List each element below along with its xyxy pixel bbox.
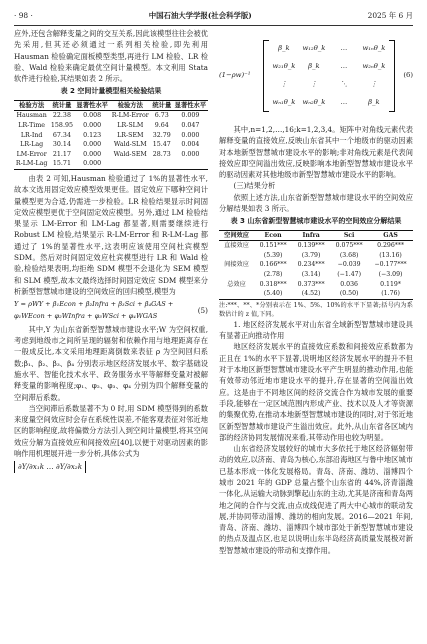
cell: (13.16)	[379, 251, 402, 259]
partial-derivative-vector	[14, 461, 208, 472]
cell: 0.296***	[377, 242, 405, 250]
cell: 0.004	[181, 141, 200, 149]
cell: 0.000	[75, 159, 110, 169]
cell: 32.79	[152, 131, 171, 139]
matrix-cell: …	[340, 44, 348, 53]
cell: LM-Error	[16, 150, 47, 158]
cell: 0.234***	[297, 261, 325, 269]
cell: 21.17	[52, 150, 71, 158]
cell: 30.14	[52, 141, 71, 149]
cell: 0.123	[83, 131, 102, 139]
table-row	[14, 121, 208, 131]
cell: 总效应	[227, 280, 246, 288]
table2-caption: 表 2 空间计量模型相关检验结果	[60, 87, 162, 96]
matrix-cell: ⋮	[370, 80, 378, 89]
cell: (5.40)	[254, 289, 292, 299]
matrix-cell: ⋮	[310, 80, 318, 89]
cell: −0.177***	[374, 261, 407, 269]
cell: 0.119*	[380, 280, 401, 288]
cell: 15.47	[152, 141, 171, 149]
matrix-prefix: (1−ρw)⁻¹	[219, 71, 251, 80]
table3	[219, 230, 413, 300]
cell: (−1.47)	[337, 271, 362, 279]
cell: LR-Time	[18, 121, 46, 129]
cell: 28.73	[152, 150, 171, 158]
journal-name: 中国石油大学学报(社会科学版)	[148, 10, 252, 20]
cell: 间接效应	[224, 261, 249, 269]
table-row	[14, 140, 208, 150]
cell: LR-Ind	[20, 131, 43, 139]
cell: LR-Lag	[20, 141, 44, 149]
cell: 0.000	[83, 121, 102, 129]
table-row	[14, 131, 208, 141]
table-row	[219, 241, 413, 251]
partial-derivative-expr: ∂Y/∂x₁k … ∂Y/∂x₂k	[14, 461, 86, 472]
matrix-cell: …	[340, 98, 348, 107]
cell: R-LM-Error	[111, 112, 149, 120]
running-header	[14, 8, 413, 26]
cell: 0.373***	[297, 280, 325, 288]
cell: 15.71	[49, 159, 74, 169]
equation-6	[219, 28, 413, 124]
cell: 直接效应	[224, 242, 249, 250]
matrix-cell: …	[340, 62, 348, 71]
cell: (3.14)	[301, 271, 321, 279]
cell: 0.000	[83, 150, 102, 158]
right-column	[219, 28, 413, 556]
cell	[219, 289, 254, 299]
table-row	[219, 251, 413, 261]
table3-header: GAS	[368, 230, 413, 241]
table2-header: 统计量	[151, 100, 173, 111]
cell: (1.76)	[368, 289, 413, 299]
table3-header: 空间效应	[219, 230, 254, 241]
cell: 0.000	[181, 131, 200, 139]
cell: 158.95	[50, 121, 73, 129]
table-row	[219, 260, 413, 270]
cell: 0.151***	[259, 242, 287, 250]
cell: 6.73	[154, 112, 169, 120]
cell: (−3.09)	[378, 271, 403, 279]
cell: 0.166***	[259, 261, 287, 269]
matrix-cell: ⋮	[280, 80, 288, 89]
cell: (3.68)	[339, 251, 359, 259]
matrix-cell: β_k	[278, 44, 290, 53]
cell: 0.000	[181, 150, 200, 158]
table-row	[14, 150, 208, 160]
table2-header: 显著性水平	[173, 100, 208, 111]
matrix-cell: w₁ₙθ_k	[362, 44, 386, 53]
table3-header: Infra	[292, 230, 330, 241]
cell: −0.039	[337, 261, 361, 269]
matrix-cell: β_k	[368, 98, 380, 107]
paragraph: 山东省经济发展较好的城市大多依托于地区经济辐射带动的效应,以济南、青岛为核心,东部沿海地区与鲁中地区城市已基本形成一体化发展格局。青岛、济南、潍坊、淄博四个城市 2021 年的 GDP 总量占整个山东省的 44%,济青淄潍一体化,从运输大动脉到擎起山东的主动,尤其是济南和青岛两地之间的合作与交流,由点成线促进了两大中心城市的联动发展,并协同带动淄博、潍坊的相向发展。2016—2021 年间,青岛、济南、潍坊、淄博四个城市部处于新型智慧城市建设的热点及温点区,也足以说明山东半岛经济高质量发展极对新型智慧城市建设的带动和支撑作用。	[219, 444, 413, 555]
section-heading: (三)结果分析	[233, 181, 276, 191]
cell: LR-SEM	[117, 131, 144, 139]
matrix-cell: w₂ₙθ_k	[362, 62, 386, 71]
paragraph: 当空间滞后系数显著不为 0 时,用 SDM 模型得到的系数来度量空间效应时会存在系统性误差,不能客观表征对邻近地区的影响程度,故将偏微分方法引入到空间计量模型,将其空间效应分解为直接效应和间接效应[40],以便于对驱动因素的影响作用机理展开进一步分析,具体公式为	[14, 403, 208, 459]
equation-number: (6)	[403, 71, 413, 80]
page-number: · 98 ·	[14, 10, 33, 20]
table2-header: 统计量	[49, 100, 74, 111]
cell: (5.39)	[263, 251, 283, 259]
cell: 67.34	[52, 131, 71, 139]
table3-note: 注:***、**、*分别表示在 1%、5%、10%的水平下显著;括号内为系数估计的 z 值,下同。	[219, 301, 413, 318]
paragraph: 由表 2 可知,Hausman 检验通过了 1%的显著性水平,故本文选用固定效应模型效果更佳。固定效应下哪种空间计量模型更为合适,仍需进一步检验。LR 检验结果显示时间固定效应模型更优于空间固定效应模型。另外,通过 LM 检验结果显示 LM-Error 和 LM-Lag 都显著,则需要继续进行 Robust LM 检验,结果显示 R-LM-Error 和 R-LM-Lag 都通过了 1%的显著性水平,这表明应该使用空间杜宾模型 SDM。然后对时间固定效应杜宾模型进行 LR 和 Wald 检验,检验结果表明,均拒绝 SDM 模型不会退化为 SEM 模型和 SLM 模型,故本文最终选择时间固定效应 SDM 模型来分析新型智慧城市建设的空间效应的回归模型,模型为	[14, 173, 208, 296]
table2-header: 显著性水平	[75, 100, 110, 111]
table2-header: 检验方法	[110, 100, 151, 111]
cell: Hausman	[16, 112, 47, 120]
cell: Wald-SLM	[113, 141, 147, 149]
effect-matrix	[263, 40, 395, 112]
matrix-cell: wₙ₂θ_k	[302, 98, 326, 107]
cell: 9.64	[154, 121, 169, 129]
cell: LR-SLM	[117, 121, 144, 129]
cell	[219, 251, 254, 261]
paragraph: 应外,还包含解释变量之间的交互关系,因此该模型往往会被优先采用,但其还必须通过一系列相关检验,即先利用 Hausman 检验确定面板模型类型,再进行 LM 检验、LR 检验、Wald 检验来确定最优空间计量模型。本文利用 Stata 软件进行检验,其结果如表 2 所示。	[14, 29, 208, 84]
cell: 0.047	[181, 121, 200, 129]
cell: 0.139***	[297, 242, 325, 250]
table3-header: Econ	[254, 230, 292, 241]
paragraph: 其中,n=1,2,…,16;k=1,2,3,4。矩阵中对角线元素代表解释变量的直接效应,反映山东省其中一个地级市的驱动因素对本地新型智慧城市建设水平的影响;非对角线元素是代表间接效应即空间溢出效应,反映影响本地新型智慧城市建设水平的驱动因素对其他地级市新型智慧城市建设水平的影响。	[219, 125, 413, 180]
cell: (0.50)	[330, 289, 368, 299]
equation-body: Y = ρWY + β₁Econ + β₂Infra + β₃Sci + β₄GAS + φ₁WEcon + φ₂WInfra + φ₃WSci + φ₄WGAS	[14, 300, 174, 320]
cell: 0.075***	[335, 242, 363, 250]
cell	[219, 270, 254, 280]
matrix-cell: w₁₂θ_k	[302, 44, 326, 53]
issue-date: 2025 年 6 月	[367, 10, 413, 20]
table-row	[219, 280, 413, 290]
cell: R-LM-Lag	[14, 159, 49, 169]
table2	[14, 100, 208, 170]
cell: (3.79)	[301, 251, 321, 259]
cell: Wald-SEM	[113, 150, 147, 158]
paragraph: 依照上述方法,山东省新型智慧城市建设水平的空间效应分解结果如表 3 所示。	[219, 192, 413, 214]
cell: 0.036	[340, 280, 358, 288]
cell: (2.78)	[263, 271, 283, 279]
equation-5	[14, 299, 208, 322]
cell: 22.38	[52, 112, 71, 120]
cell	[151, 159, 173, 169]
table2-header: 检验方法	[14, 100, 49, 111]
table-row	[219, 289, 413, 299]
cell: 0.318***	[259, 280, 287, 288]
equation-number: (5)	[197, 305, 208, 315]
matrix-cell: ⋱	[340, 80, 348, 89]
left-column	[14, 28, 208, 473]
table-row	[14, 111, 208, 121]
table-row	[219, 270, 413, 280]
cell	[110, 159, 151, 169]
table3-header: Sci	[330, 230, 368, 241]
cell	[173, 159, 208, 169]
matrix-cell: w₂₁θ_k	[272, 62, 296, 71]
paragraph: 地区经济发展水平的直接效应系数和间接效应系数都为正且在 1%的水平下显著,说明地区经济发展水平的提升不但对于本地区新型智慧城市建设水平产生明显的推动作用,也能有效带动邻近地市建设水平的提升,存在显著的空间溢出效应。这是由于不同地区间的经济交流合作为城市发展的重要手段,能够在一定区域范围内形成产业、技术以及人才等资源的集聚优势,在推动本地新型智慧城市建设的同时,对于邻近地区新型智慧城市建设产生溢出效应。此外,从山东省各区域内部的经济协同发展情况来看,其带动作用也较为明显。	[219, 342, 413, 442]
table-row	[14, 159, 208, 169]
subsection-heading: 1. 地区经济发展水平对山东省全域新型智慧城市建设具有显著正向推动作用	[219, 319, 413, 341]
table3-caption: 表 3 山东省新型智慧城市建设水平的空间效应分解结果	[230, 217, 402, 226]
cell: (4.52)	[292, 289, 330, 299]
matrix-cell: β_k	[308, 62, 320, 71]
matrix-cell: wₙ₁θ_k	[272, 98, 296, 107]
cell: 0.008	[83, 112, 102, 120]
cell: 0.009	[181, 112, 200, 120]
paragraph: 其中,Y 为山东省新型智慧城市建设水平;W 为空间权重,考虑到地级市之间所呈现的辐射和依赖作用与地理距离存在一般成反比,本文采用地理距离倒数来表征 ρ 为空间回归系数;β₁、β₂、β₃、β₄ 分别表示地区经济发展水平、数字基础设施水平、智能化技术水平、政务服务水平等解释变量对被解释变量的影响程度;φ₁、φ₂、φ₃、φ₄ 分别为四个解释变量的空间滞后系数。	[14, 324, 208, 402]
cell: 0.000	[83, 141, 102, 149]
